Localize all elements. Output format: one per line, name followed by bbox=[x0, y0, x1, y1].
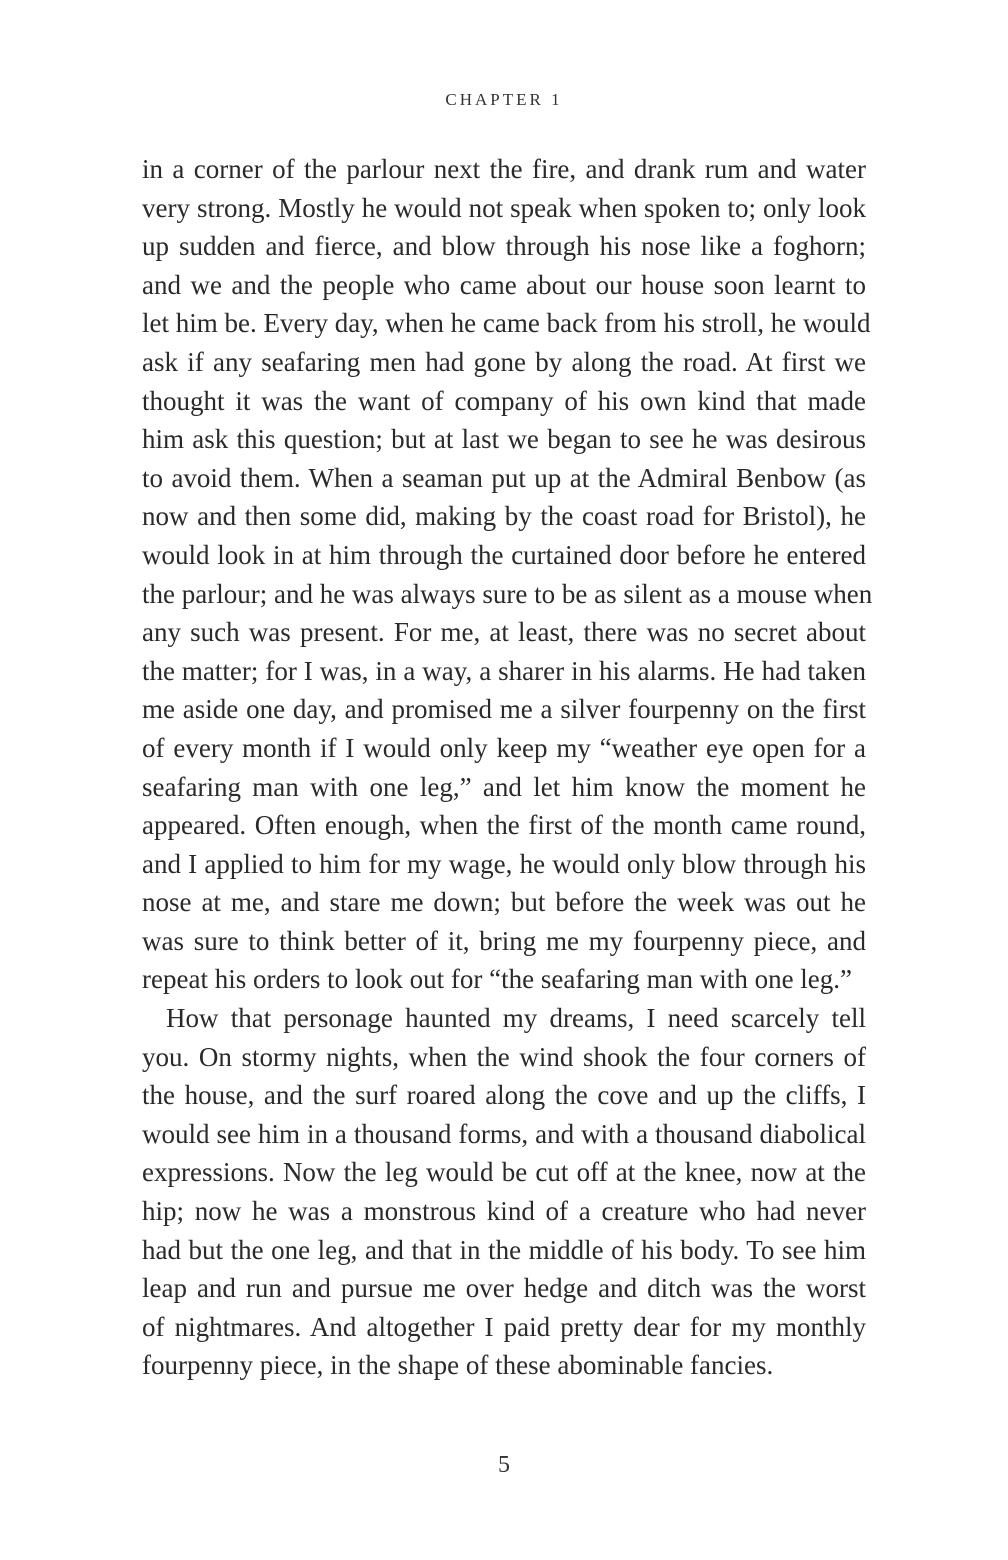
text-line: seafaring man with one leg,” and let him know the moment he bbox=[142, 771, 866, 802]
text-line: would look in at him through the curtained door before he entered bbox=[142, 539, 866, 570]
text-line: would see him in a thousand forms, and with a thousand diabolical bbox=[142, 1118, 866, 1149]
text-line: and I applied to him for my wage, he would only blow through his bbox=[142, 848, 866, 879]
text-line: up sudden and fierce, and blow through his nose like a foghorn; bbox=[142, 231, 866, 262]
text-line: in a corner of the parlour next the fire, and drank rum and water bbox=[142, 154, 866, 184]
text-line: of nightmares. And altogether I paid pretty dear for my monthly bbox=[142, 1311, 866, 1342]
text-line: you. On stormy nights, when the wind shook the four corners of bbox=[142, 1041, 866, 1072]
text-line: leap and run and pursue me over hedge and ditch was the worst bbox=[142, 1273, 866, 1304]
text-line: expressions. Now the leg would be cut off at the knee, now at the bbox=[142, 1157, 866, 1188]
text-line: and we and the people who came about our house soon learnt to bbox=[142, 269, 866, 300]
text-line: to avoid them. When a seaman put up at the Admiral Benbow (as bbox=[142, 462, 866, 493]
text-line: appeared. Often enough, when the first of the month came round, bbox=[142, 810, 866, 841]
paragraph-1 bbox=[142, 150, 873, 999]
text-line: was sure to think better of it, bring me my fourpenny piece, and bbox=[142, 925, 866, 956]
text-line: the matter; for I was, in a way, a sharer in his alarms. He had taken bbox=[142, 655, 866, 686]
text-line: nose at me, and stare me down; but before the week was out he bbox=[142, 887, 866, 918]
text-line: hip; now he was a monstrous kind of a creature who had never bbox=[142, 1196, 866, 1227]
text-line: the parlour; and he was always sure to be as silent as a mouse when bbox=[142, 578, 873, 609]
text-line: repeat his orders to look out for “the seafaring man with one leg.” bbox=[142, 964, 853, 995]
text-line: him ask this question; but at last we began to see he was desirous bbox=[142, 424, 866, 455]
running-head: CHAPTER 1 bbox=[445, 90, 563, 109]
text-line: let him be. Every day, when he came back from his stroll, he would bbox=[142, 308, 871, 339]
text-line: any such was present. For me, at least, there was no secret about bbox=[142, 617, 866, 648]
text-line: ask if any seafaring men had gone by along the road. At first we bbox=[142, 346, 866, 377]
text-line: now and then some did, making by the coast road for Bristol), he bbox=[142, 501, 866, 532]
text-line: thought it was the want of company of his own kind that made bbox=[142, 385, 866, 416]
paragraph-2 bbox=[142, 999, 866, 1385]
page-number: 5 bbox=[498, 1452, 510, 1478]
text-line: the house, and the surf roared along the cove and up the cliffs, I bbox=[142, 1080, 866, 1111]
text-line: of every month if I would only keep my “weather eye open for a bbox=[142, 732, 866, 763]
text-line: How that personage haunted my dreams, I need scarcely tell bbox=[166, 1003, 866, 1034]
text-line: fourpenny piece, in the shape of these abominable fancies. bbox=[142, 1350, 774, 1381]
text-line: had but the one leg, and that in the middle of his body. To see him bbox=[142, 1234, 866, 1265]
body-text bbox=[142, 150, 873, 1385]
text-line: very strong. Mostly he would not speak when spoken to; only look bbox=[142, 192, 866, 223]
text-line: me aside one day, and promised me a silver fourpenny on the first bbox=[142, 694, 866, 725]
